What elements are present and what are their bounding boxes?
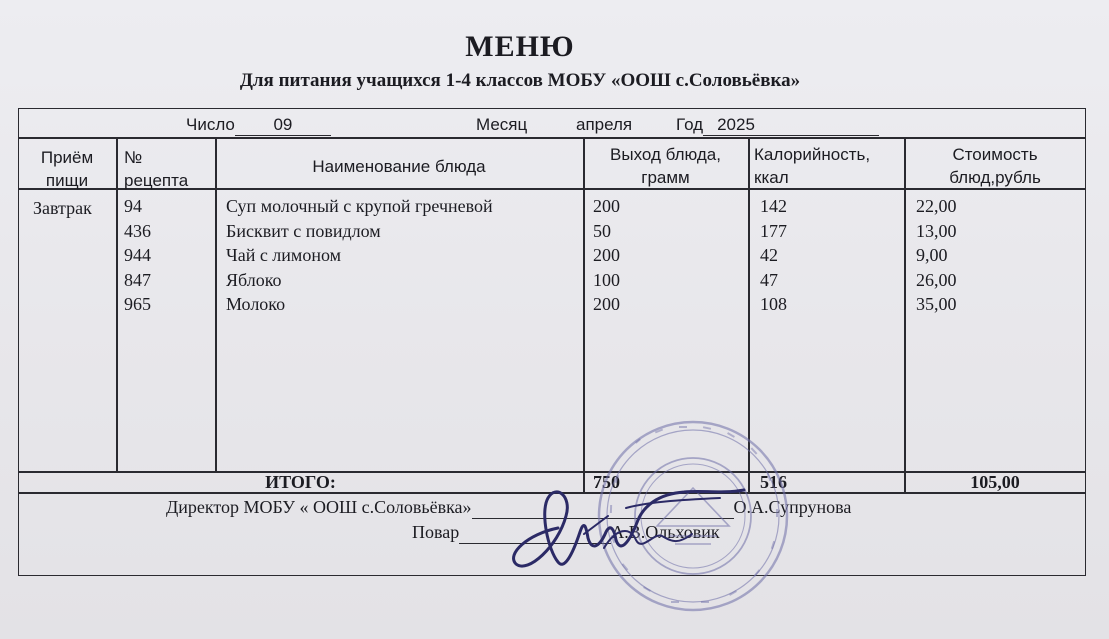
totals-yield: 750 [593,472,620,492]
year-label: Год [676,115,704,134]
meal-type: Завтрак [33,198,92,218]
header-dish: Наименование блюда [312,157,486,176]
month-value: апреля [576,115,633,134]
year-value [703,115,879,136]
director-signature-line [166,497,851,519]
director-sign-blank [472,497,734,519]
day-value [235,115,331,136]
header-yield-line2: грамм [641,168,690,187]
cell-cost: 13,00 [916,220,957,241]
cell-cost: 35,00 [916,294,957,314]
page-title: МЕНЮ [465,30,575,63]
col-divider-calories [904,137,906,492]
header-recipe-line2: рецепта [124,171,189,190]
dish-column [226,194,493,317]
header-recipe-line1: № [124,148,143,167]
director-label: Директор МОБУ « ООШ с.Соловьёвка» [166,497,472,517]
cook-sign-blank [459,522,611,544]
cook-name: А.В.Ольховик [611,522,720,542]
cell-recipe: 94 [124,196,142,216]
yield-column [593,194,620,317]
header-meal-line1: Приём [40,148,94,167]
cell-recipe: 965 [124,294,151,314]
totals-cost: 105,00 [970,472,1020,492]
cost-column [916,194,957,317]
totals-calories: 516 [760,472,787,492]
cell-yield: 200 [593,294,620,314]
cell-dish: Молоко [226,294,286,314]
header-yield-line1: Выход блюда, [610,145,721,164]
header-cost [904,143,1086,189]
col-divider-dish [583,137,585,492]
cook-label: Повар [412,522,460,542]
cell-cost: 26,00 [916,269,957,290]
cell-calories: 177 [760,220,787,241]
cell-cost: 22,00 [916,196,957,216]
year-field [676,115,879,136]
calories-column [760,194,787,317]
header-calories-line1: Калорийность, [754,145,871,164]
recipe-column [124,194,151,317]
cell-yield: 200 [593,196,620,216]
col-divider-meal [116,137,118,472]
cell-calories: 47 [760,269,778,290]
header-cost-line2: блюд,рубль [949,168,1041,187]
year-value-text: 2025 [717,115,755,134]
cell-calories: 42 [760,245,778,265]
day-value-text: 09 [273,115,293,134]
cell-dish: Бисквит с повидлом [226,220,381,241]
cell-yield: 50 [593,220,611,241]
header-recipe [124,146,188,192]
header-meal [18,146,116,192]
cook-signature-line [412,522,720,544]
col-divider-yield [748,137,750,492]
header-yield [583,143,748,189]
cell-dish: Яблоко [226,269,282,290]
header-meal-line2: пищи [45,171,89,190]
cell-recipe: 436 [124,220,151,241]
date-row-divider [18,137,1086,139]
director-name: О.А.Супрунова [733,497,852,517]
cell-recipe: 944 [124,245,151,265]
cell-calories: 108 [760,294,787,314]
page-subtitle: Для питания учащихся 1-4 классов МОБУ «ООШ с.Соловьёвка» [239,70,801,91]
cell-cost: 9,00 [916,245,948,265]
header-calories-line2: ккал [754,168,789,187]
cell-dish: Чай с лимоном [226,245,341,265]
cell-recipe: 847 [124,269,151,290]
header-calories [754,143,870,189]
totals-label: ИТОГО: [265,472,336,492]
header-cost-line1: Стоимость [952,145,1038,164]
cell-yield: 100 [593,269,620,290]
cell-calories: 142 [760,196,787,216]
day-label: Число [186,115,235,134]
month-label: Месяц [476,115,528,134]
cell-yield: 200 [593,245,620,265]
col-divider-recipe [215,137,217,472]
cell-dish: Суп молочный с крупой гречневой [226,196,493,216]
date-row [186,115,331,136]
